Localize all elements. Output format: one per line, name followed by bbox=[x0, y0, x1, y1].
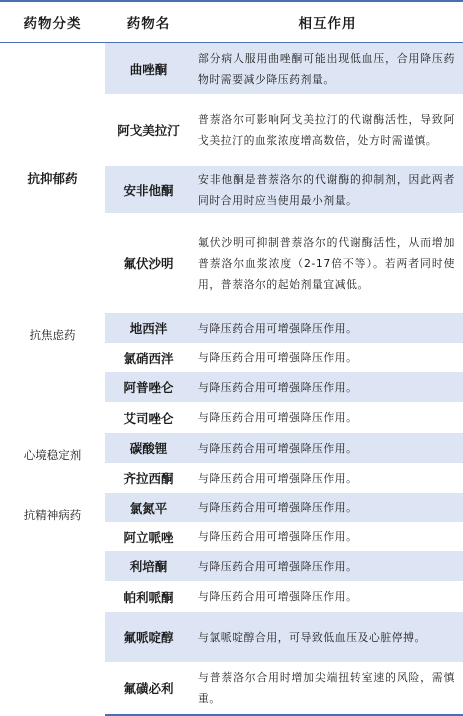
drug-name: 氯氮平 bbox=[105, 493, 192, 523]
interaction-note: 与降压药合用可增强降压作用。 bbox=[192, 313, 463, 344]
interaction-note: 与降压药合用可增强降压作用。 bbox=[192, 433, 463, 464]
category-label: 抗抑郁药 bbox=[27, 170, 78, 186]
interaction-note: 部分病人服用曲唑酮可能出现低血压，合用降压药物时需要减少降压药剂量。 bbox=[192, 43, 463, 95]
drug-name: 艾司唑仑 bbox=[105, 403, 192, 433]
table-row bbox=[0, 43, 463, 95]
interaction-note: 与降压药合用可增强降压作用。 bbox=[192, 344, 463, 372]
category-label: 心境稳定剂 bbox=[23, 448, 82, 462]
table-header-row bbox=[0, 1, 463, 43]
header-interaction: 相互作用 bbox=[192, 1, 463, 43]
interaction-note: 安非他酮是普萘洛尔的代谢酶的抑制剂，因此两者同时合用时应当使用最小剂量。 bbox=[192, 166, 463, 214]
category-label: 抗焦虑药 bbox=[29, 328, 76, 342]
drug-name: 氟伏沙明 bbox=[105, 214, 192, 313]
drug-name: 碳酸锂 bbox=[105, 433, 192, 464]
drug-name: 氯硝西泮 bbox=[105, 344, 192, 372]
drug-name: 阿普唑仑 bbox=[105, 372, 192, 403]
category-cell bbox=[0, 433, 105, 493]
interaction-note: 与降压药合用可增强降压作用。 bbox=[192, 464, 463, 493]
category-cell bbox=[0, 313, 105, 433]
interaction-note: 与降压药合用可增强降压作用。 bbox=[192, 493, 463, 523]
header-drug: 药物名 bbox=[105, 1, 192, 43]
drug-name: 安非他酮 bbox=[105, 166, 192, 214]
interaction-note: 与普萘洛尔合用时增加尖端扭转室速的风险，需慎重。 bbox=[192, 663, 463, 715]
interaction-note: 与降压药合用可增强降压作用。 bbox=[192, 582, 463, 612]
drug-name: 阿戈美拉汀 bbox=[105, 95, 192, 166]
category-cell bbox=[0, 493, 105, 715]
interaction-note: 与降压药合用可增强降压作用。 bbox=[192, 523, 463, 551]
interaction-note: 与降压药合用可增强降压作用。 bbox=[192, 551, 463, 582]
drug-name: 氟磺必利 bbox=[105, 663, 192, 715]
table-row bbox=[0, 433, 463, 464]
drug-name: 阿立哌唑 bbox=[105, 523, 192, 551]
interaction-note: 氟伏沙明可抑制普萘洛尔的代谢酶活性，从而增加普萘洛尔血浆浓度（2-17倍不等）。若两者同时使用，普萘洛尔的起始剂量宜减低。 bbox=[192, 214, 463, 313]
header-category: 药物分类 bbox=[0, 1, 105, 43]
table-row bbox=[0, 493, 463, 523]
drug-name: 帕利哌酮 bbox=[105, 582, 192, 612]
interaction-note: 与降压药合用可增强降压作用。 bbox=[192, 403, 463, 433]
category-cell bbox=[0, 43, 105, 313]
table-body bbox=[0, 43, 463, 715]
drug-name: 氟哌啶醇 bbox=[105, 612, 192, 663]
interaction-note: 与氯哌啶醇合用，可导致低血压及心脏停搏。 bbox=[192, 612, 463, 663]
interaction-note: 普萘洛尔可影响阿戈美拉汀的代谢酶活性，导致阿戈美拉汀的血浆浓度增高数倍，处方时需谨慎。 bbox=[192, 95, 463, 166]
category-label: 抗精神病药 bbox=[23, 508, 82, 522]
drug-name: 地西泮 bbox=[105, 313, 192, 344]
drug-name: 齐拉西酮 bbox=[105, 464, 192, 493]
drug-name: 曲唑酮 bbox=[105, 43, 192, 95]
drug-name: 利培酮 bbox=[105, 551, 192, 582]
interaction-note: 与降压药合用可增强降压作用。 bbox=[192, 372, 463, 403]
table-row bbox=[0, 313, 463, 344]
